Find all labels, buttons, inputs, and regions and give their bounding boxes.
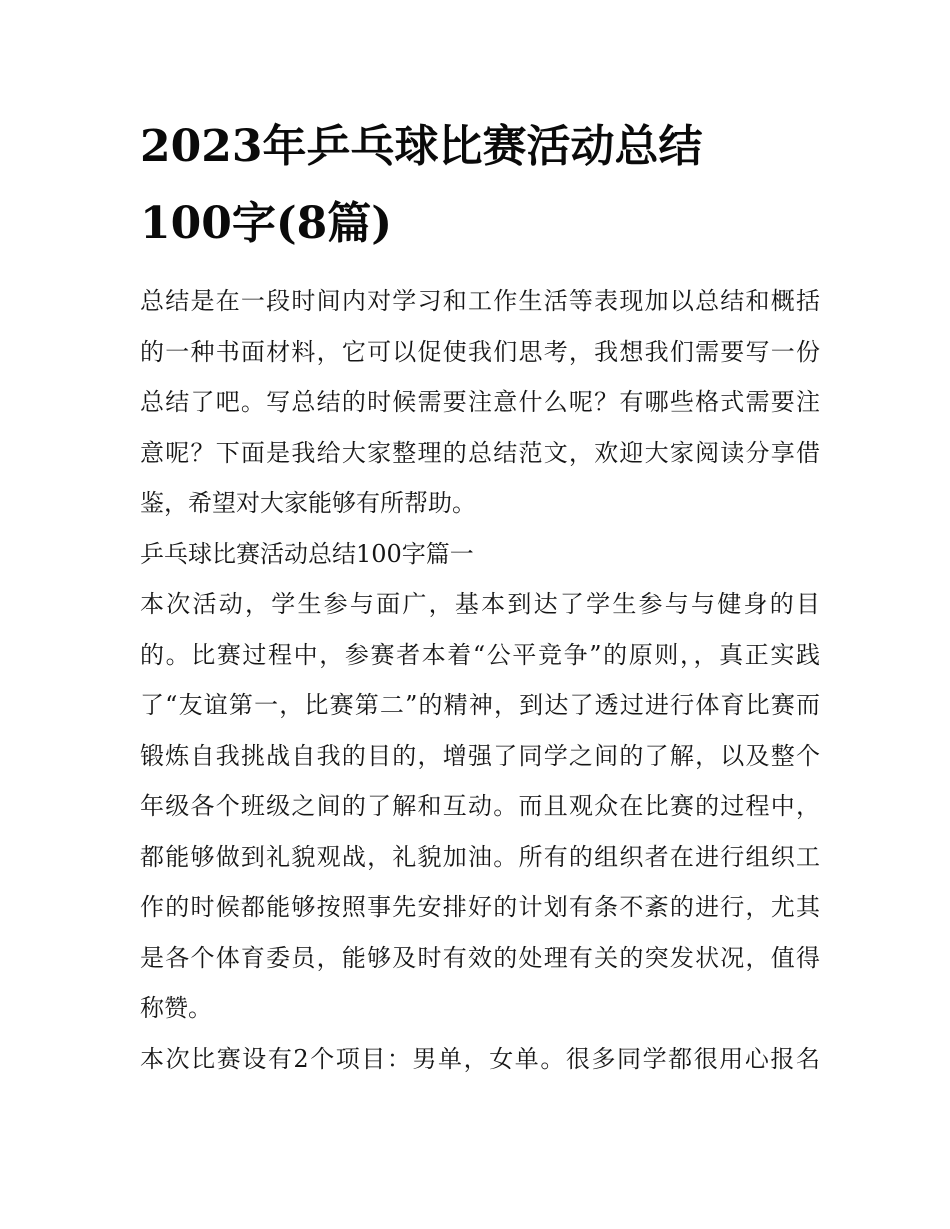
paragraph-line: 都能够做到礼貌观战，礼貌加油。所有的组织者在进行组织工 xyxy=(140,842,820,871)
title-line-2: 100字(8篇) xyxy=(140,198,393,249)
intro-line: 总结是在一段时间内对学习和工作生活等表现加以总结和概括 xyxy=(140,287,820,315)
paragraph-line: 年级各个班级之间的了解和互动。而且观众在比赛的过程中， xyxy=(140,792,820,820)
paragraph-line: 是各个体育委员，能够及时有效的处理有关的突发状况，值得 xyxy=(140,943,820,972)
paragraph-1 xyxy=(140,579,820,1034)
document-title xyxy=(140,108,820,262)
paragraph-line: 作的时候都能够按照事先安排好的计划有条不紊的进行，尤其 xyxy=(140,893,820,921)
paragraph-line: 锻炼自我挑战自我的目的，增强了同学之间的了解，以及整个 xyxy=(140,741,820,770)
paragraph-2 xyxy=(140,1034,820,1085)
intro-line: 意呢？下面是我给大家整理的总结范文，欢迎大家阅读分享借 xyxy=(140,438,820,467)
paragraph-line: 的。比赛过程中，参赛者本着“公平竞争”的原则，，真正实践 xyxy=(140,640,820,669)
document-body xyxy=(140,276,820,1084)
intro-line: 的一种书面材料，它可以促使我们思考，我想我们需要写一份 xyxy=(140,337,820,366)
paragraph-line: 本次比赛设有2个项目：男单，女单。很多同学都很用心报名 xyxy=(140,1044,820,1073)
paragraph-line: 了“友谊第一，比赛第二”的精神，到达了透过进行体育比赛而 xyxy=(140,691,820,719)
intro-paragraph xyxy=(140,276,820,529)
title-line-1: 2023年乒乓球比赛活动总结 xyxy=(140,121,703,172)
intro-line: 鉴，希望对大家能够有所帮助。 xyxy=(140,489,476,517)
paragraph-line: 称赞。 xyxy=(140,994,212,1022)
section-heading: 乒乓球比赛活动总结100字篇一 xyxy=(140,539,474,568)
paragraph-line: 本次活动，学生参与面广，基本到达了学生参与与健身的目 xyxy=(140,590,820,618)
intro-line: 总结了吧。写总结的时候需要注意什么呢？有哪些格式需要注 xyxy=(140,388,820,416)
